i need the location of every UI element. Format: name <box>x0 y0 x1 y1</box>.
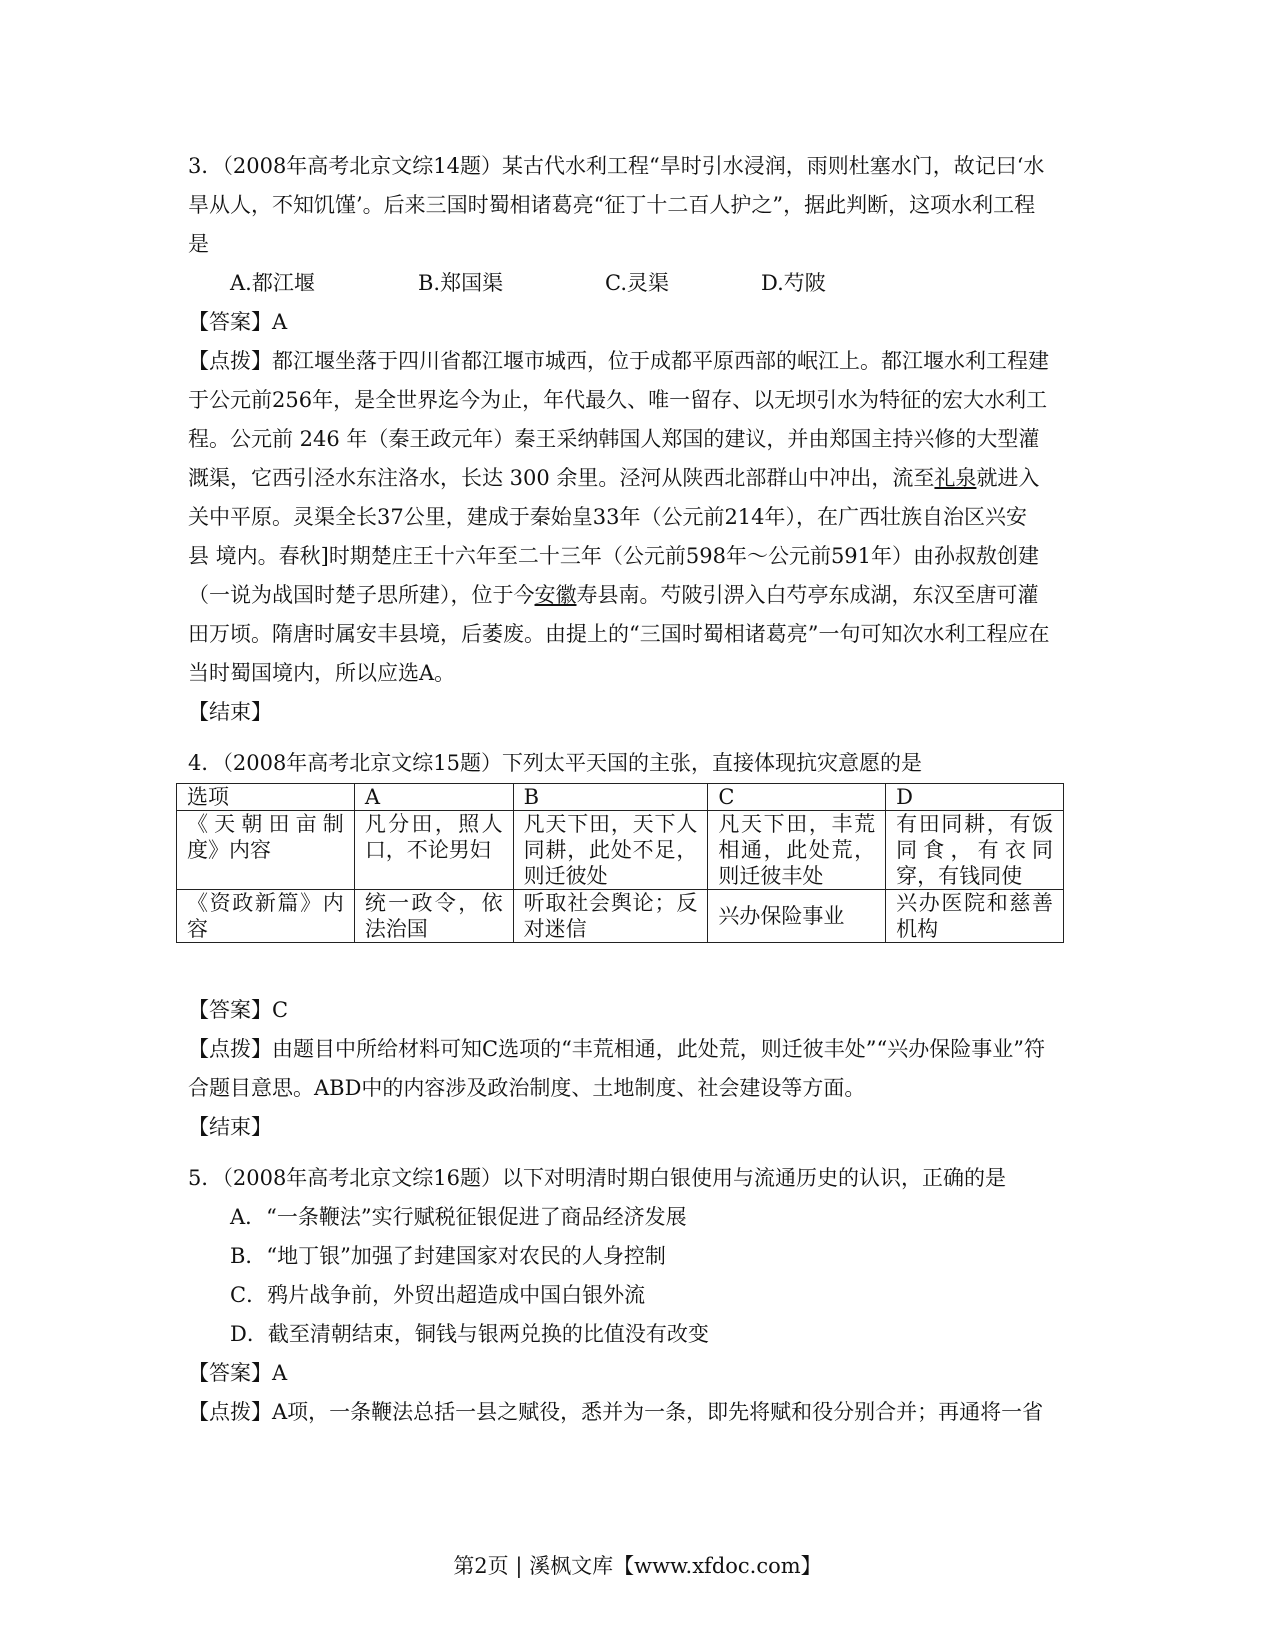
question-3 <box>188 147 1088 732</box>
q3-option-b: B.郑国渠 <box>418 271 504 295</box>
q5-option-c: C．鸦片战争前，外贸出超造成中国白银外流 <box>230 1283 646 1307</box>
q4-explain-line-1: 【点拨】由题目中所给材料可知C选项的“丰荒相通，此处荒，则迁彼丰处”“兴办保险事业”符 <box>188 1037 1046 1061</box>
question-4 <box>188 744 1088 1147</box>
q5-stem: 5．（2008年高考北京文综16题）以下对明清时期白银使用与流通历史的认识，正确的是 <box>188 1166 1007 1190</box>
q4-table <box>176 783 1064 943</box>
q4-table-header-cell: A <box>354 784 513 811</box>
q4-table-cell: 凡天下田，天下人同耕，此处不足，则迁彼处 <box>513 811 708 890</box>
q4-table-cell: 《资政新篇》内容 <box>177 890 355 943</box>
q4-table-cell: 《天朝田亩制度》内容 <box>177 811 355 890</box>
q3-explain-line-2: 于公元前256年，是全世界迄今为止，年代最久、唯一留存、以无坝引水为特征的宏大水利工 <box>188 388 1048 412</box>
q3-explain-line-9: 当时蜀国境内，所以应选A。 <box>188 661 456 685</box>
q4-table-cell: 统一政令，依法治国 <box>354 890 513 943</box>
q3-end: 【结束】 <box>188 700 272 724</box>
q3-stem-line-3: 是 <box>188 232 209 256</box>
page-footer: 第2页 | 溪枫文库【www.xfdoc.com】 <box>453 1554 822 1578</box>
q4-table-row <box>177 890 1064 943</box>
q3-explain-line-7-text: （一说为战国时楚子思所建），位于今 <box>188 583 535 607</box>
q4-explain-line-2: 合题目意思。ABD中的内容涉及政治制度、土地制度、社会建设等方面。 <box>188 1076 866 1100</box>
q3-explain-line-4-tail: 就进入 <box>976 466 1040 490</box>
q3-explain-line-5: 关中平原。灵渠全长37公里，建成于秦始皇33年（公元前214年），在广西壮族自治区兴安 <box>188 505 1028 529</box>
q4-table-header-cell: D <box>886 784 1064 811</box>
q3-stem-line-2: 旱从人，不知饥馑’。后来三国时蜀相诸葛亮“征丁十二百人护之”，据此判断，这项水利工程 <box>188 193 1036 217</box>
page-content <box>188 147 1088 1432</box>
q3-option-d: D.芍陂 <box>761 271 826 295</box>
q4-table-header-cell: B <box>513 784 708 811</box>
q4-table-header-row <box>177 784 1064 811</box>
q5-explain-line-1: 【点拨】A项，一条鞭法总括一县之赋役，悉并为一条，即先将赋和役分别合并；再通将一省 <box>188 1400 1044 1424</box>
q5-option-a: A．“一条鞭法”实行赋税征银促进了商品经济发展 <box>230 1205 687 1229</box>
q4-table-header-cell: 选项 <box>177 784 355 811</box>
q5-option-d: D．截至清朝结束，铜钱与银两兑换的比值没有改变 <box>230 1322 709 1346</box>
q4-stem: 4．（2008年高考北京文综15题）下列太平天国的主张，直接体现抗灾意愿的是 <box>188 751 923 775</box>
q3-explain-line-3: 程。公元前 246 年（秦王政元年）秦王采纳韩国人郑国的建议，并由郑国主持兴修的大型灌 <box>188 427 1040 451</box>
question-5 <box>188 1159 1088 1432</box>
anhui-link[interactable]: 安徽 <box>534 583 577 607</box>
q4-table-header-cell: C <box>708 784 886 811</box>
q3-option-a: A.都江堰 <box>230 271 315 295</box>
q5-answer: 【答案】A <box>188 1361 288 1385</box>
q3-stem-line-1: 3．（2008年高考北京文综14题）某古代水利工程“旱时引水浸润，雨则杜塞水门，故记曰‘水 <box>188 154 1045 178</box>
q3-answer: 【答案】A <box>188 310 288 334</box>
q3-explain-line-8: 田万顷。隋唐时属安丰县境，后萎废。由提上的“三国时蜀相诸葛亮”一句可知次水利工程应在 <box>188 622 1050 646</box>
q3-explain-line-6: 县 境内。春秋]时期楚庄王十六年至二十三年（公元前598年～公元前591年）由孙叔敖创建 <box>188 544 1040 568</box>
q4-table-cell: 凡分田，照人口，不论男妇 <box>354 811 513 890</box>
q4-table-cell: 凡天下田，丰荒相通，此处荒，则迁彼丰处 <box>708 811 886 890</box>
q3-explain-line-1: 【点拨】都江堰坐落于四川省都江堰市城西，位于成都平原西部的岷江上。都江堰水利工程建 <box>188 349 1049 373</box>
q3-options <box>188 264 1088 303</box>
q4-end: 【结束】 <box>188 1115 272 1139</box>
q3-explain-line-7-tail: 寿县南。芍陂引淠入白芍亭东成湖，东汉至唐可灌 <box>576 583 1039 607</box>
q3-explain-line-4-text: 溉渠，它西引泾水东注洛水，长达 300 余里。泾河从陕西北部群山中冲出，流至 <box>188 466 935 490</box>
q4-table-row <box>177 811 1064 890</box>
q5-option-b: B．“地丁银”加强了封建国家对农民的人身控制 <box>230 1244 666 1268</box>
q4-table-cell: 兴办保险事业 <box>708 890 886 943</box>
q4-table-cell: 兴办医院和慈善机构 <box>886 890 1064 943</box>
q4-answer: 【答案】C <box>188 998 289 1022</box>
liquan-link[interactable]: 礼泉 <box>934 466 977 490</box>
q4-table-cell: 听取社会舆论；反对迷信 <box>513 890 708 943</box>
q3-explain-line-4 <box>188 459 1088 498</box>
q4-table-cell: 有田同耕，有饭同食，有衣同穿，有钱同使 <box>886 811 1064 890</box>
q3-option-c: C.灵渠 <box>605 271 669 295</box>
q3-explain-line-7 <box>188 576 1088 615</box>
